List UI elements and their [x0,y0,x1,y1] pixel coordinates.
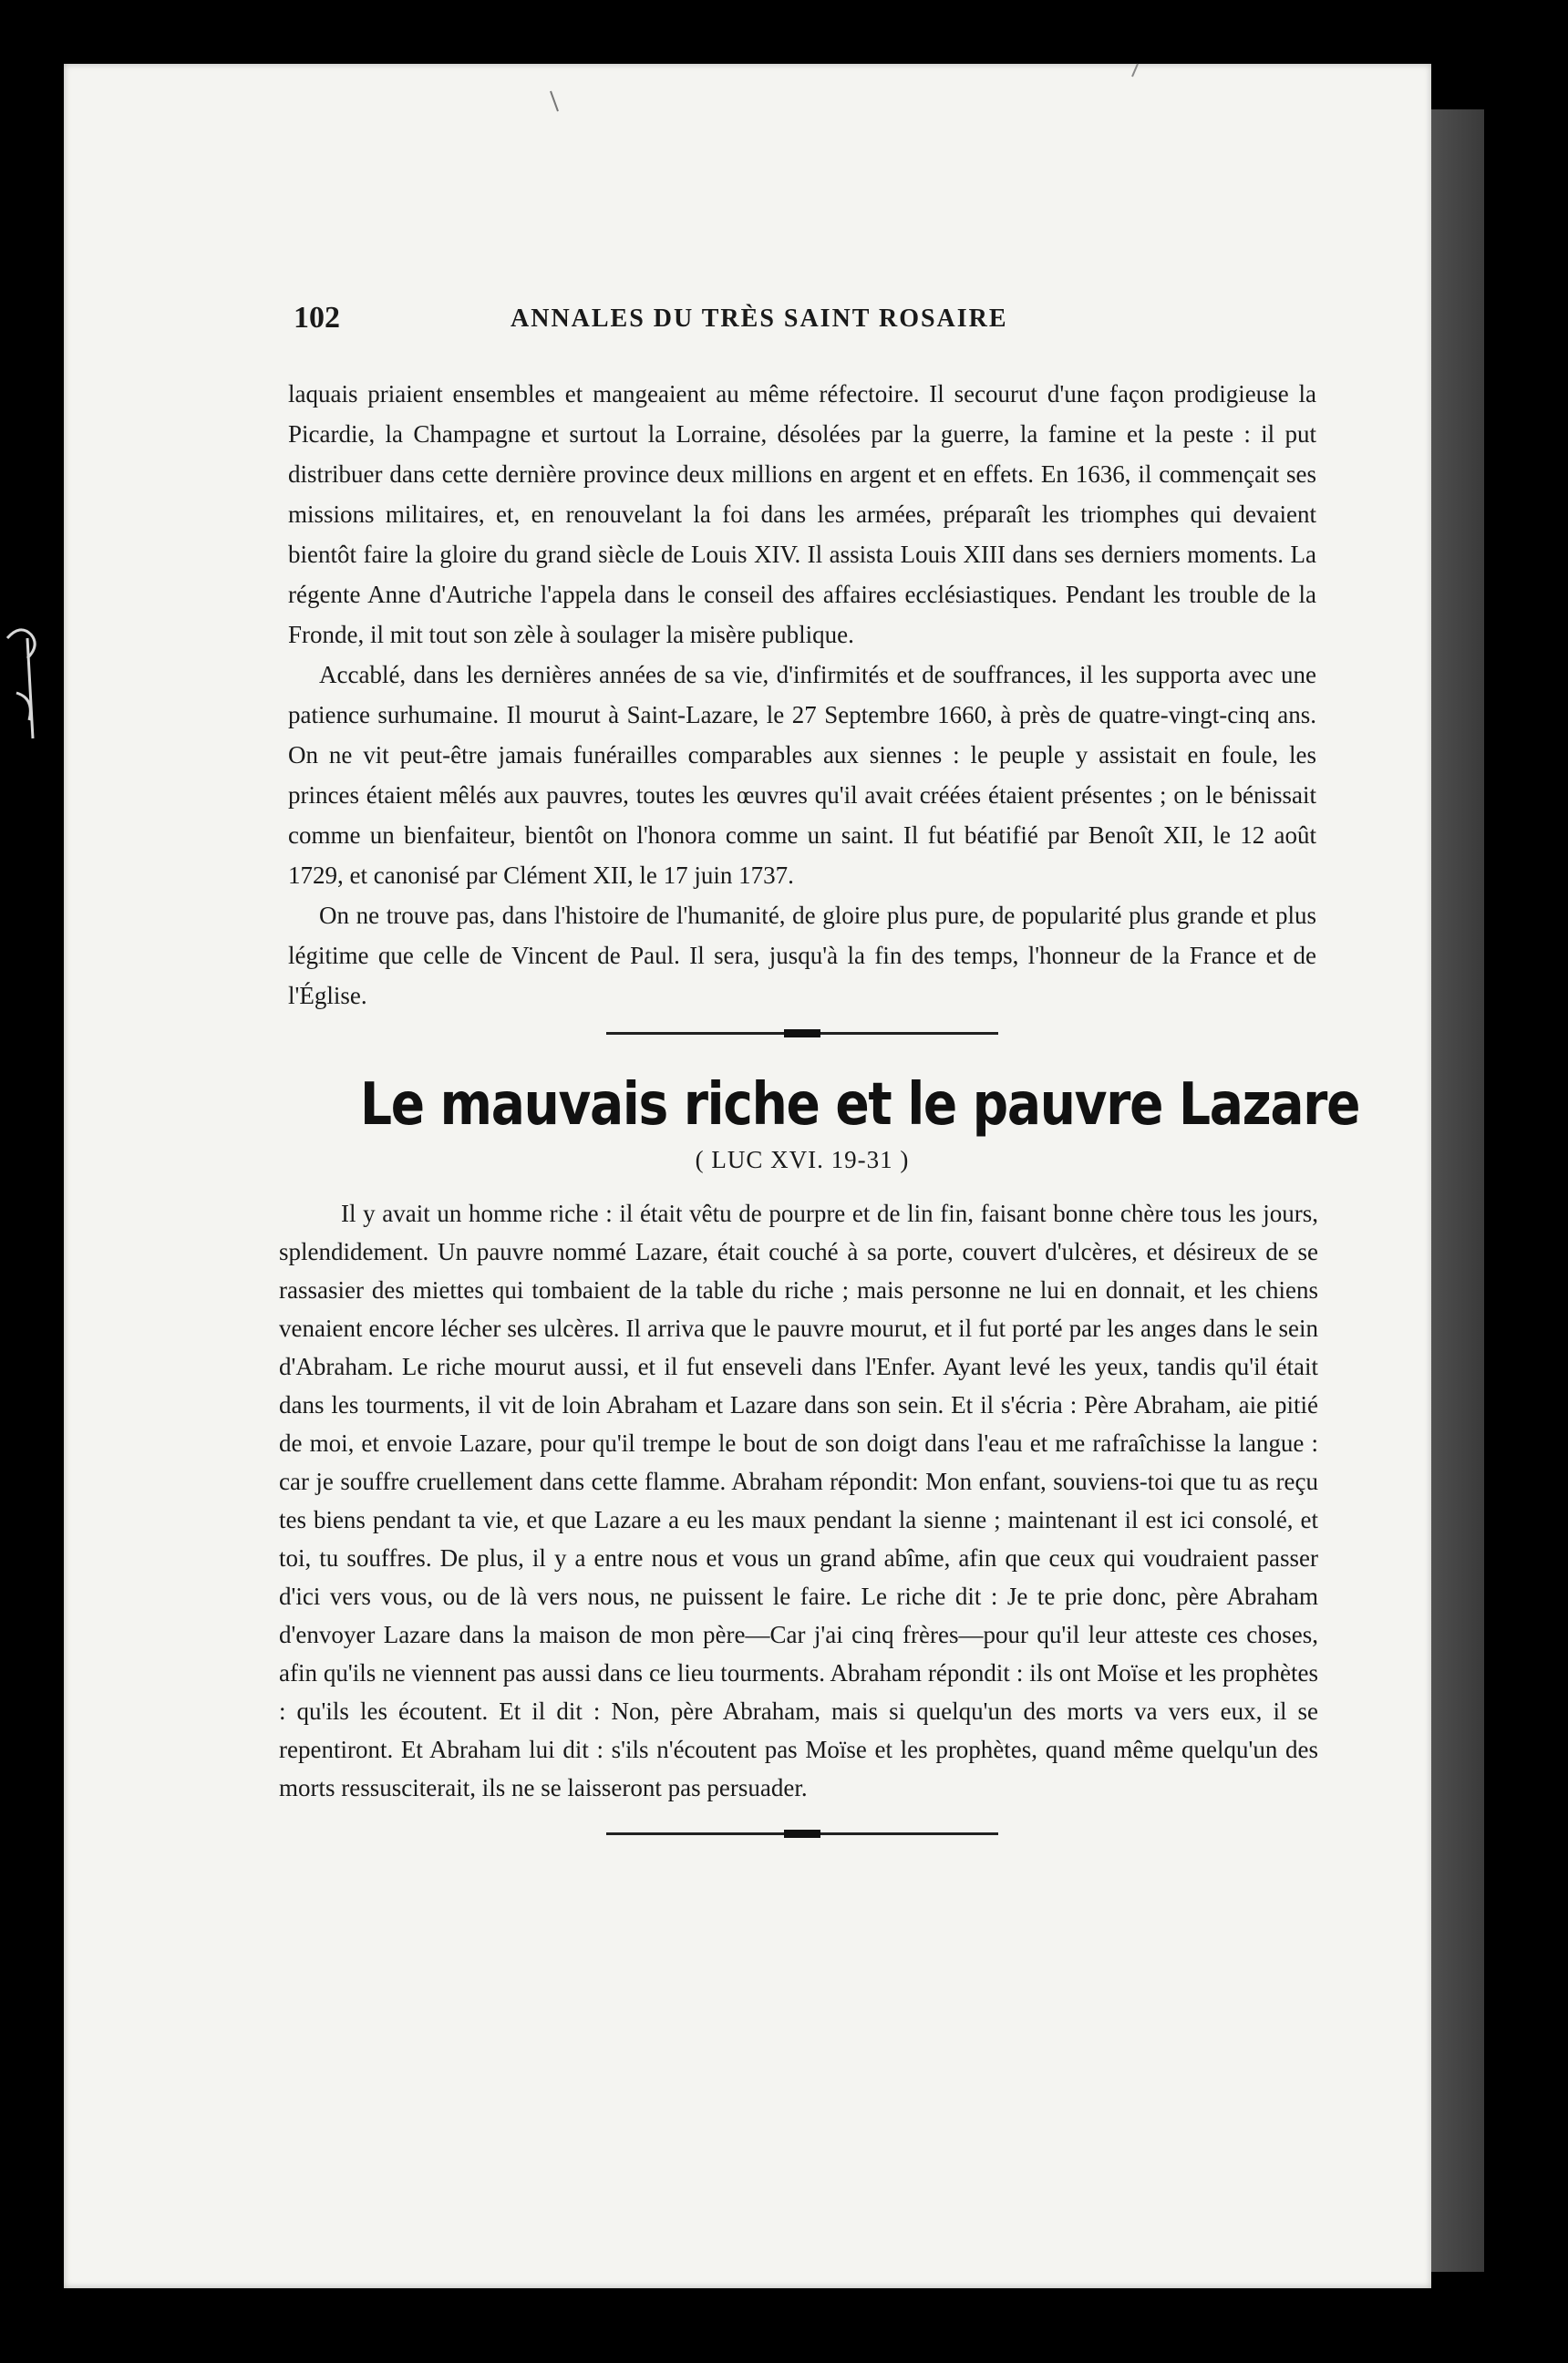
page-number: 102 [294,301,340,335]
section-divider [606,1032,998,1035]
divider-ornament [784,1029,820,1037]
running-title: ANNALES DU TRÈS SAINT ROSAIRE [511,304,1008,333]
paragraph: Accablé, dans les dernières années de sa vie, d'infirmités et de souffrances, il les supporta avec une patience surhumaine. Il mourut à Saint-Lazare, le 27 Septembre 1660, à près de quatre-vingt-cinq ans. On ne vit peut-être jamais funérailles comparables aux siennes : le peuple y assistait en foule, les princes étaient mêlés aux pauvres, toutes les œuvres qu'il avait créées étaient présentes ; on le bénissait comme un bienfaiteur, bientôt on l'honora comme un saint. Il fut béatifié par Benoît XII, le 12 août 1729, et canonisé par Clément XII, le 17 juin 1737. [288,661,1316,889]
binding-thread-mark [7,630,35,738]
vincent-de-paul-article [288,374,1316,1016]
scripture-reference: ( LUC XVI. 19-31 ) [695,1146,910,1173]
divider-ornament [784,1830,820,1838]
end-divider [606,1832,998,1835]
article-title: Le mauvais riche et le pauvre Lazare [359,1071,1360,1139]
gospel-text: Il y avait un homme riche : il était vêtu de pourpre et de lin fin, faisant bonne chère tous les jours, splendidement. Un pauvre nommé Lazare, était couché à sa porte, couvert d'ulcères, et désireux de se rassasier des miettes qui tombaient de la table du riche ; mais personne ne lui en donnait, et les chiens venaient encore lécher ses ulcères. Il arriva que le pauvre mourut, et il fut porté par les anges dans le sein d'Abraham. Le riche mourut aussi, et il fut enseveli dans l'Enfer. Ayant levé les yeux, tandis qu'il était dans les tourments, il vit de loin Abraham et Lazare dans son sein. Et il s'écria : Père Abraham, aie pitié de moi, et envoie Lazare, pour qu'il trempe le bout de son doigt dans l'eau et me rafraîchisse la langue : car je souffre cruellement dans cette flamme. Abraham répondit: Mon enfant, souviens-toi que tu as reçu tes biens pendant ta vie, et que Lazare a eu les maux pendant la sienne ; maintenant il est ici consolé, et toi, tu souffres. De plus, il y a entre nous et vous un grand abîme, afin que ceux qui voudraient passer d'ici vers vous, ou de là vers nous, ne puissent le faire. Le riche dit : Je te prie donc, père Abraham d'envoyer Lazare dans la maison de mon père—Car j'ai cinq frères—pour qu'il leur atteste ces choses, afin qu'ils ne viennent pas aussi dans ce lieu tourments. Abraham répondit : ils ont Moïse et les prophètes : qu'ils les écoutent. Et il dit : Non, père Abraham, mais si quelqu'un des morts va vers eux, il se repentiront. Et Abraham lui dit : s'ils n'écoutent pas Moïse et les prophètes, quand même quelqu'un des morts ressusciterait, ils ne se laisseront pas persuader. [279,1200,1318,1801]
paragraph: On ne trouve pas, dans l'histoire de l'humanité, de gloire plus pure, de popularité plus grande et plus légitime que celle de Vincent de Paul. Il sera, jusqu'à la fin des temps, l'honneur de la France et de l'Église. [288,902,1316,1009]
paragraph: laquais priaient ensembles et mangeaient au même réfectoire. Il secourut d'une façon prodigieuse la Picardie, la Champagne et surtout la Lorraine, désolées par la guerre, la famine et la peste : il put distribuer dans cette dernière province deux millions en argent et en effets. En 1636, il commençait ses missions militaires, et, en renouvelant la foi dans les armées, préparaît les triomphes qui devaient bientôt faire la gloire du grand siècle de Louis XIV. Il assista Louis XIII dans ses derniers moments. La régente Anne d'Autriche l'appela dans le conseil des affaires ecclésiastiques. Pendant les trouble de la Fronde, il mit tout son zèle à soulager la misère publique. [288,380,1316,648]
running-head [288,301,1316,341]
page-content [279,301,1360,1835]
